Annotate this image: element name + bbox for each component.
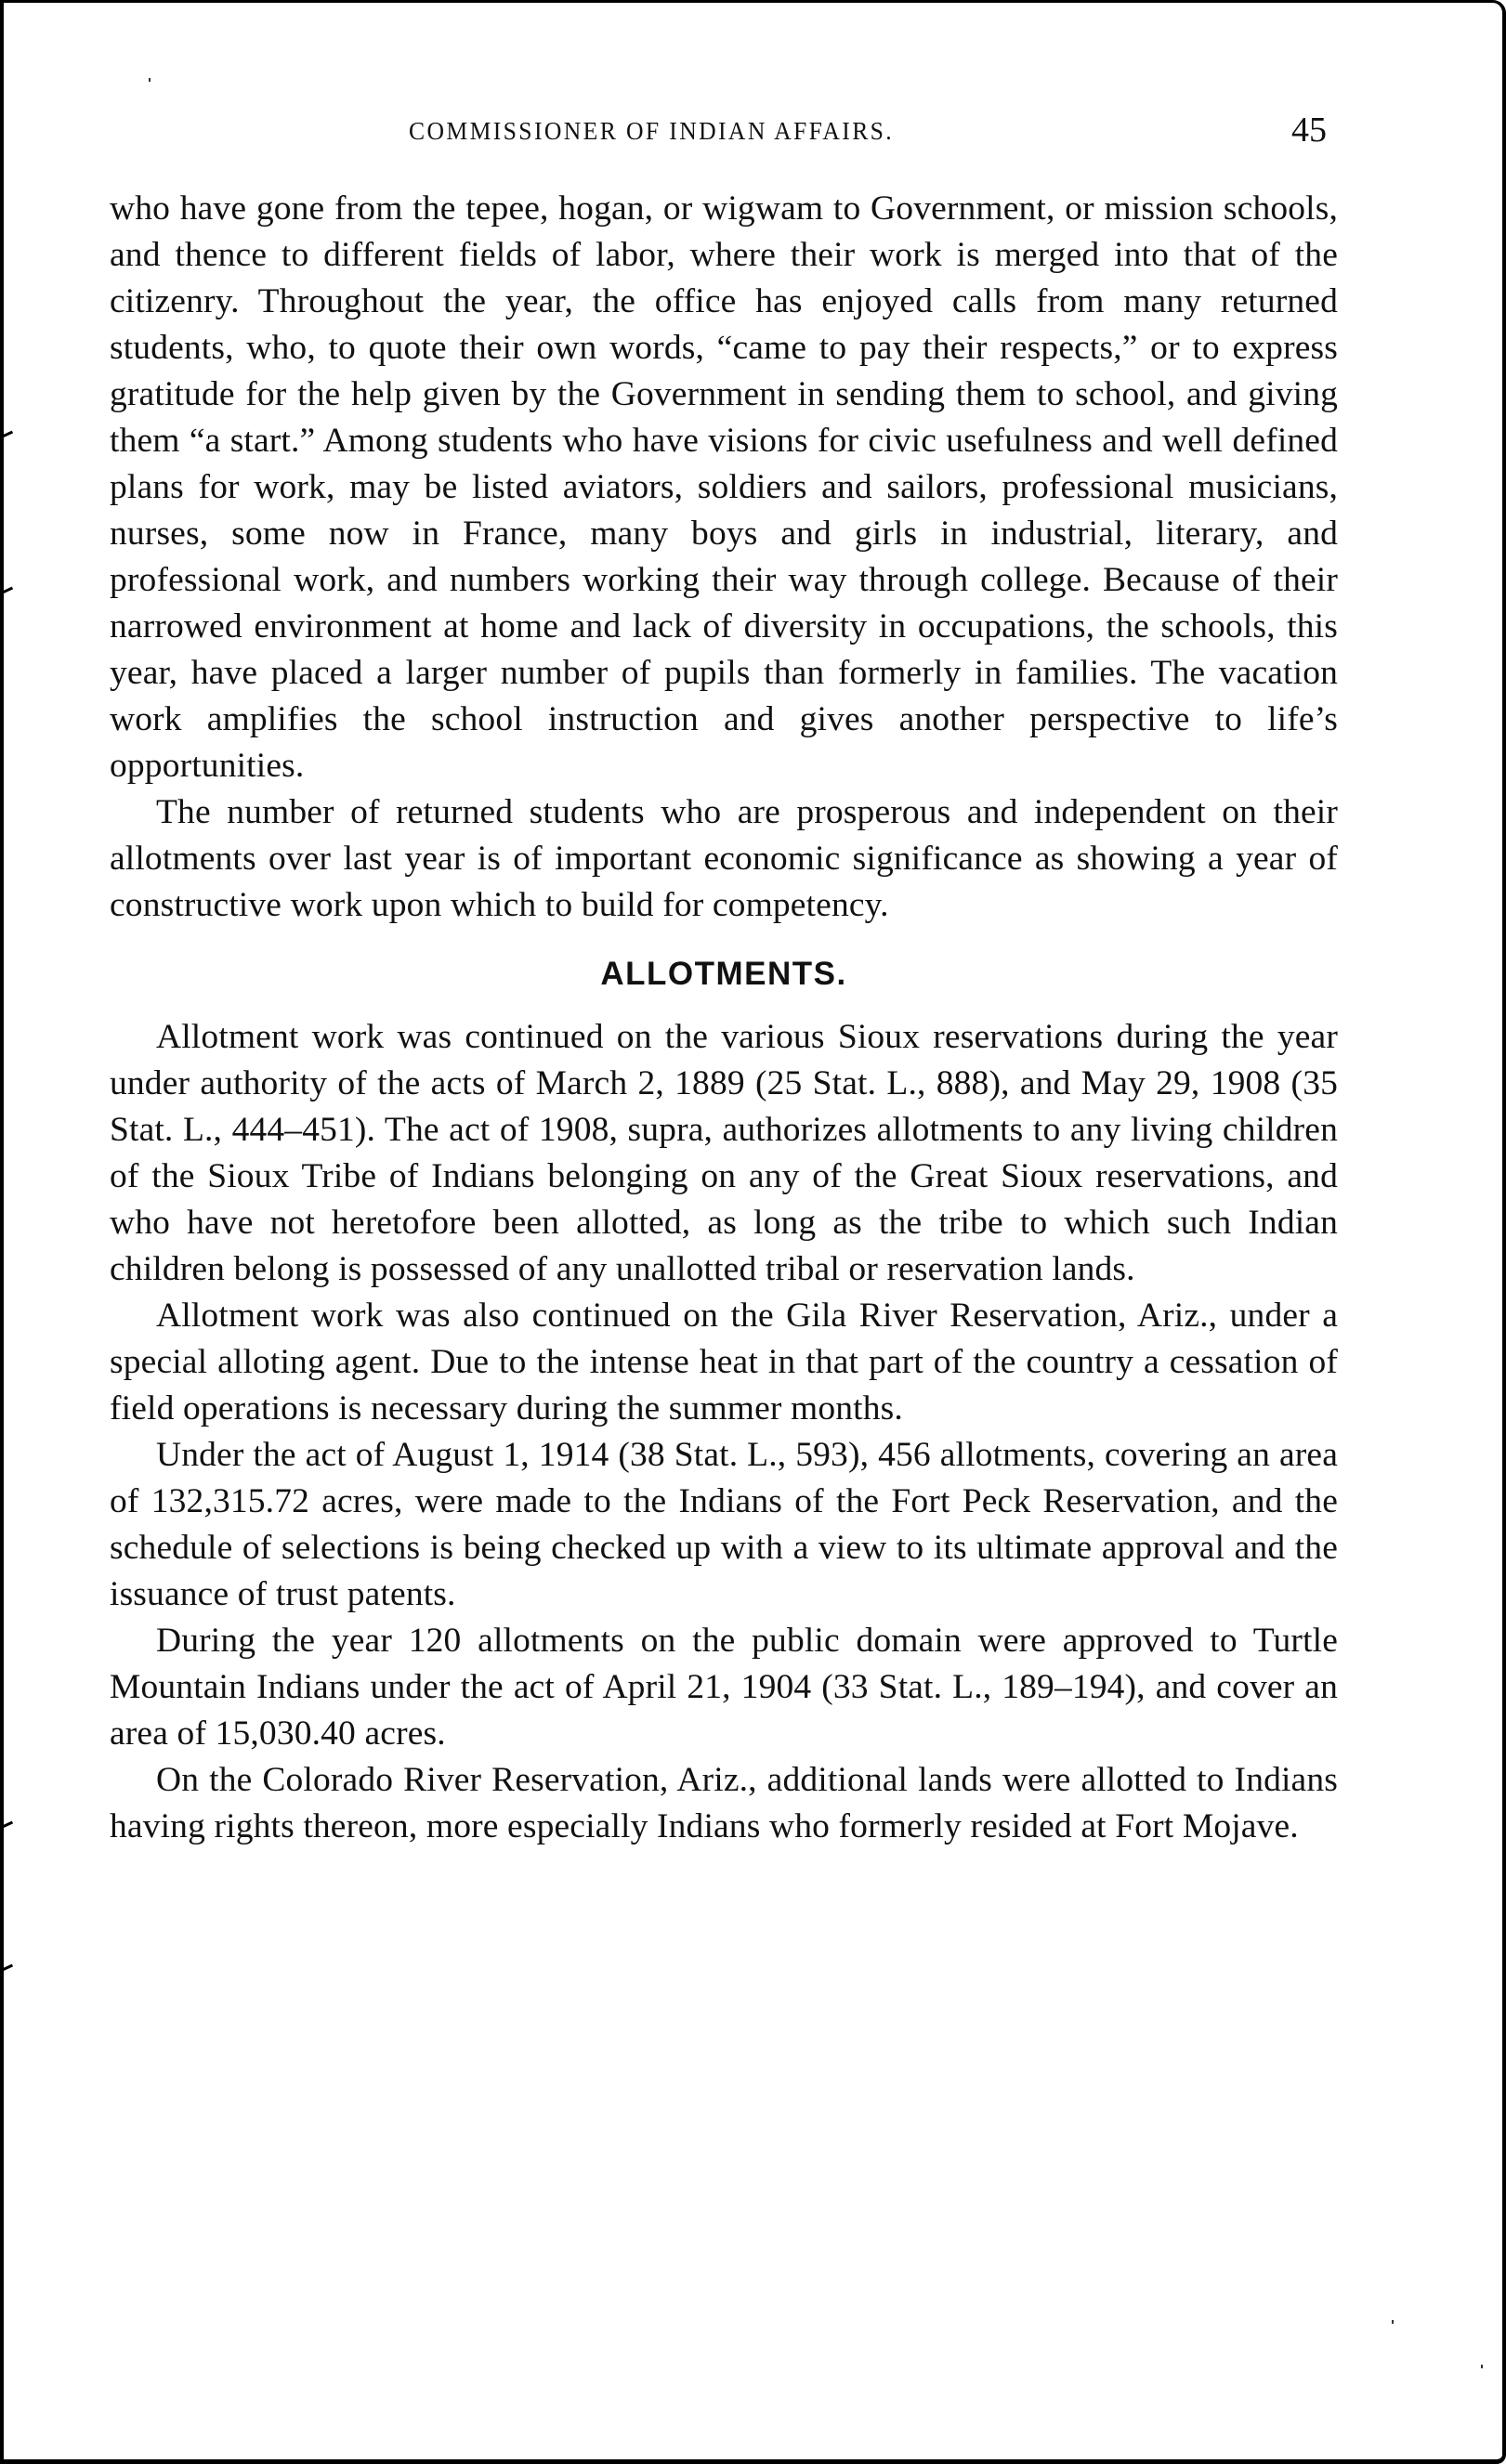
scan-speck — [1392, 2320, 1394, 2324]
paragraph: Under the act of August 1, 1914 (38 Stat. L., 593), 456 allotments, covering an area of 132,315.72 acres, were made to the Indians of the Fort Peck Reservation, and the schedule of selections is being checked up with a view to its ultimate approval and the issuance of trust patents. — [110, 1436, 1338, 1613]
paragraph: On the Colorado River Reservation, Ariz., additional lands were allotted to Indians having rights thereon, more especially Indians who formerly resided at Fort Mojave. — [110, 1761, 1338, 1845]
paragraph: During the year 120 allotments on the public domain were approved to Turtle Mountain Indians under the act of April 21, 1904 (33 Stat. L., 189–194), and cover an area of 15,030.40 acres. — [110, 1622, 1338, 1753]
paragraph-continued: who have gone from the tepee, hogan, or wigwam to Government, or mission schools, and thence to different fields of labor, where their work is merged into that of the citizenry. Throughout the year, the office has enjoyed calls from many returned students, who, to quote their own words, “came to pay their respects,” or to express gratitude for the help given by the Government in sending them to school, and giving them “a start.” Among students who have visions for civic usefulness and well defined plans for work, may be listed aviators, soldiers and sailors, professional musicians, nurses, some now in France, many boys and girls in industrial, literary, and professional work, and numbers working their way through college. Because of their narrowed environment at home and lack of diversity in occupations, the schools, this year, have placed a larger number of pupils than formerly in families. The vacation work amplifies the school instruction and gives another perspective to life’s opportunities. — [110, 189, 1338, 785]
scan-speck — [1481, 2365, 1483, 2368]
section-heading: ALLOTMENTS. — [600, 956, 847, 992]
page-body — [110, 186, 1338, 1850]
paragraph: Allotment work was also continued on the Gila River Reservation, Ariz., under a special alloting agent. Due to the intense heat in that part of the country a cessation of field operations is necessary during the summer months. — [110, 1297, 1338, 1428]
scan-speck — [149, 78, 151, 82]
running-title: COMMISSIONER OF INDIAN AFFAIRS. — [409, 117, 895, 145]
paragraph: The number of returned students who are prosperous and independent on their allotments over last year is of important economic significance as showing a year of constructive work upon which to build for competency. — [110, 793, 1338, 924]
paragraph: Allotment work was continued on the various Sioux reservations during the year under authority of the acts of March 2, 1889 (25 Stat. L., 888), and May 29, 1908 (35 Stat. L., 444–451). The act of 1908, supra, authorizes allotments to any living children of the Sioux Tribe of Indians belonging on any of the Great Sioux reservations, and who have not heretofore been allotted, as long as the tribe to which such Indian children belong is possessed of any unallotted tribal or reservation lands. — [110, 1018, 1338, 1288]
running-header — [111, 113, 1347, 154]
section-allotments — [110, 951, 1338, 1850]
page-number: 45 — [1291, 111, 1327, 150]
